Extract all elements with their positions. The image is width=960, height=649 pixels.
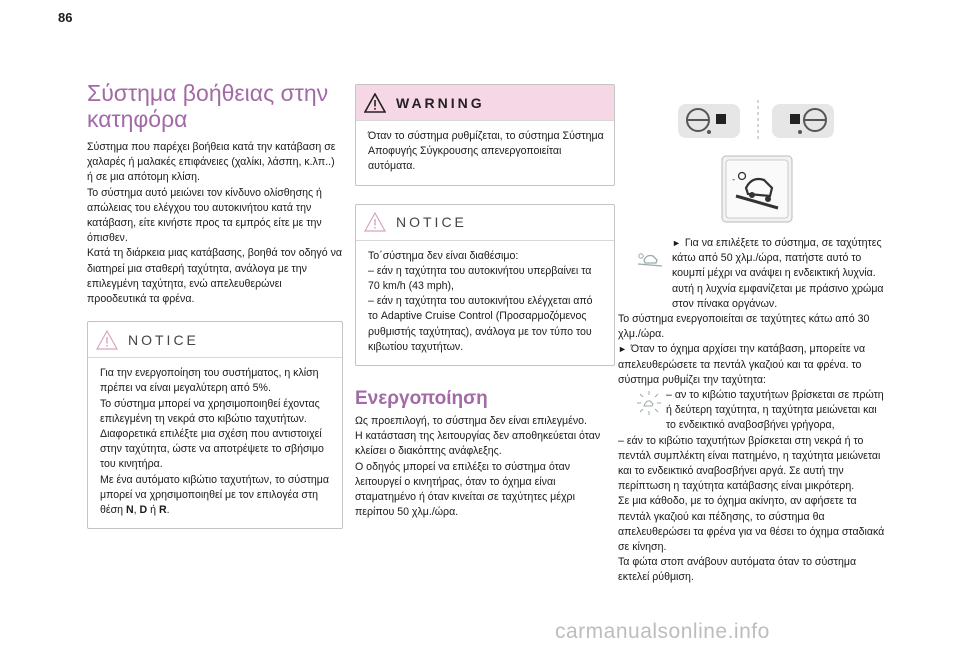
instruction-text: Όταν το όχημα αρχίσει την κατάβαση, μπορείτε να απελευθερώσετε τα πεντάλ γκαζιού και τα φρένα. το σύστημα ρυθμίζει την ταχύτητα: <box>618 343 866 386</box>
activation-line: Η κατάσταση της λειτουργίας δεν αποθηκεύεται όταν κλείσει ο διακόπτης ανάφλεξης. <box>355 430 601 458</box>
column-right <box>616 236 888 586</box>
notice-line: Το σύστημα μπορεί να χρησιμοποιηθεί έχοντας επιλεγμένη τη νεκρά στο κιβώτιο ταχυτήτων. <box>100 397 320 425</box>
notice-line: – εάν η ταχύτητα του αυτοκινήτου υπερβαίνει τα 70 km/h (43 mph), <box>368 264 592 293</box>
notice-line: – εάν η ταχύτητα του αυτοκινήτου ελέγχεται από το Adaptive Cruise Control (Προσαρμοζόμενος ρυθμιστής ταχύτητας), ανάλογα με τον τύπο του κιβωτίου ταχυτήτων. <box>368 295 593 353</box>
watermark: carmanualsonline.info <box>555 620 770 643</box>
intro-paragraph: Το σύστημα αυτό μειώνει τον κίνδυνο ολίσθησης ή απώλειας του ελέγχου του αυτοκινήτου κατά την κατάβαση, είτε κινήστε προς τα εμπρός είτε με την όπισθεν. <box>87 186 322 245</box>
hill-descent-button-icon <box>722 156 792 222</box>
svg-text:-: - <box>732 175 736 185</box>
warning-triangle-icon <box>364 93 386 113</box>
notice-box <box>355 204 615 366</box>
intro-text <box>87 140 343 307</box>
page-number: 86 <box>58 10 73 25</box>
gear-position-r: R <box>158 504 167 517</box>
column-left <box>87 80 343 529</box>
notice-header <box>88 322 342 358</box>
info-paragraph: Το σύστημα ενεργοποιείται σε ταχύτητες κάτω από 30 χλμ./ώρα. <box>618 313 870 341</box>
notice-line: Το΄σύστημα δεν είναι διαθέσιμο: <box>368 249 519 262</box>
gear-position-d: D <box>139 504 148 517</box>
notice-label: NOTICE <box>396 214 467 231</box>
bullet-text: – εάν το κιβώτιο ταχυτήτων βρίσκεται στη νεκρά ή το πεντάλ συμπλέκτη είναι πατημένο, η ταχύτητα μειώνεται και το ενδεικτικό αναβοσβήνει αργά. Σε αυτή την περίπτωση η ταχύτητα κατάβασης είναι μικρότερη. <box>618 434 881 493</box>
activation-text <box>355 414 615 520</box>
notice-line: Διαφορετικά επιλέξτε μια σχέση που αντιστοιχεί στην ταχύτητα, ώστε να αποτρέψετε το σβήσιμο του κινητήρα. <box>100 428 324 471</box>
warning-header <box>356 85 614 121</box>
instruction-text: Για να επιλέξετε το σύστημα, σε ταχύτητες κάτω από 50 χλμ./ώρα, πατήστε αυτό το κουμπί μέχρι να ανάψει η ενδεικτική λυχνία. αυτή η λυχνία εμφανίζεται με πράσινο χρώμα στον πίνακα οργάνων. <box>672 237 884 310</box>
intro-paragraph: Κατά τη διάρκεια μιας κατάβασης, βοηθά τον οδηγό να διατηρεί μια σταθερή ταχύτητα, ανάλογα με την επιλεγμένη ταχύτητα, ενώ απελευθερώνει προοδευτικά τα φρένα. <box>87 247 342 306</box>
notice-header <box>356 205 614 241</box>
activation-line: Ο οδηγός μπορεί να επιλέξει το σύστημα όταν λειτουργεί ο κινητήρας, όταν το όχημα είναι σταματημένο ή όταν κινείται σε ταχύτητες μέχρι περίπου 50 χλμ./ώρα. <box>355 460 575 519</box>
instruction-paragraph <box>618 236 888 312</box>
steering-wheel-icon <box>772 104 834 138</box>
info-paragraph: Τα φώτα στοπ ανάβουν αυτόματα όταν το σύστημα εκτελεί ρύθμιση. <box>618 556 857 584</box>
separator: ή <box>147 504 159 517</box>
column-middle <box>343 84 615 520</box>
notice-box <box>87 321 343 529</box>
warning-box <box>355 84 615 186</box>
period: . <box>166 504 170 517</box>
info-paragraph: Σε μια κάθοδο, με το όχημα ακίνητο, αν αφήσετε τα πεντάλ γκαζιού και πέδησης, το σύστημα θα απελευθερώσει τα φρένα για να θέσει το όχημα σταδιακά σε κίνηση. <box>618 495 885 554</box>
instruction-paragraph <box>618 342 888 388</box>
activation-title: Ενεργοποίηση <box>355 388 488 410</box>
gear-position-n: N <box>126 504 134 517</box>
arrow-bullet: ► <box>618 344 627 355</box>
warning-body: Όταν το σύστημα ρυθμίζεται, το σύστημα Σύστημα Αποφυγής Σύγκρουσης απενεργοποιείται αυτόματα. <box>368 130 604 173</box>
bullet-text: – αν το κιβώτιο ταχυτήτων βρίσκεται σε πρώτη ή δεύτερη ταχύτητα, η ταχύτητα μειώνεται και το ενδεικτικό αναβοσβήνει γρήγορα, <box>666 389 884 432</box>
separator: , <box>133 504 140 517</box>
notice-line-text: Με ένα αυτόματο κιβώτιο ταχυτήτων, το σύστημα μπορεί να χρησιμοποιηθεί με τον επιλογέα στη θέση <box>100 473 330 517</box>
steering-wheel-icon <box>678 104 740 138</box>
intro-paragraph: Σύστημα που παρέχει βοήθεια κατά την κατάβαση σε χαλαρές ή μαλακές επιφάνειες (χαλίκι, λάσπη, κ.λπ..) ή σε μια απότομη κλίση. <box>87 141 336 184</box>
arrow-bullet: ► <box>672 238 681 248</box>
activation-line: Ως προεπιλογή, το σύστημα δεν είναι επιλεγμένο. <box>355 415 587 428</box>
blinking-indicator-icon <box>636 390 662 416</box>
notice-body <box>356 241 614 365</box>
warning-triangle-icon <box>364 212 386 232</box>
notice-label: NOTICE <box>128 331 199 348</box>
bullet-item <box>618 388 888 434</box>
notice-line <box>100 473 332 519</box>
notice-line: Για την ενεργοποίηση του συστήματος, η κλίση πρέπει να είναι μεγαλύτερη από 5%. <box>100 367 319 395</box>
notice-body <box>88 358 342 528</box>
section-title: Σύστημα βοήθειας στην κατηφόρα <box>87 80 329 132</box>
hill-descent-illustration <box>660 96 850 226</box>
warning-label: WARNING <box>396 94 485 111</box>
warning-triangle-icon <box>96 330 118 350</box>
